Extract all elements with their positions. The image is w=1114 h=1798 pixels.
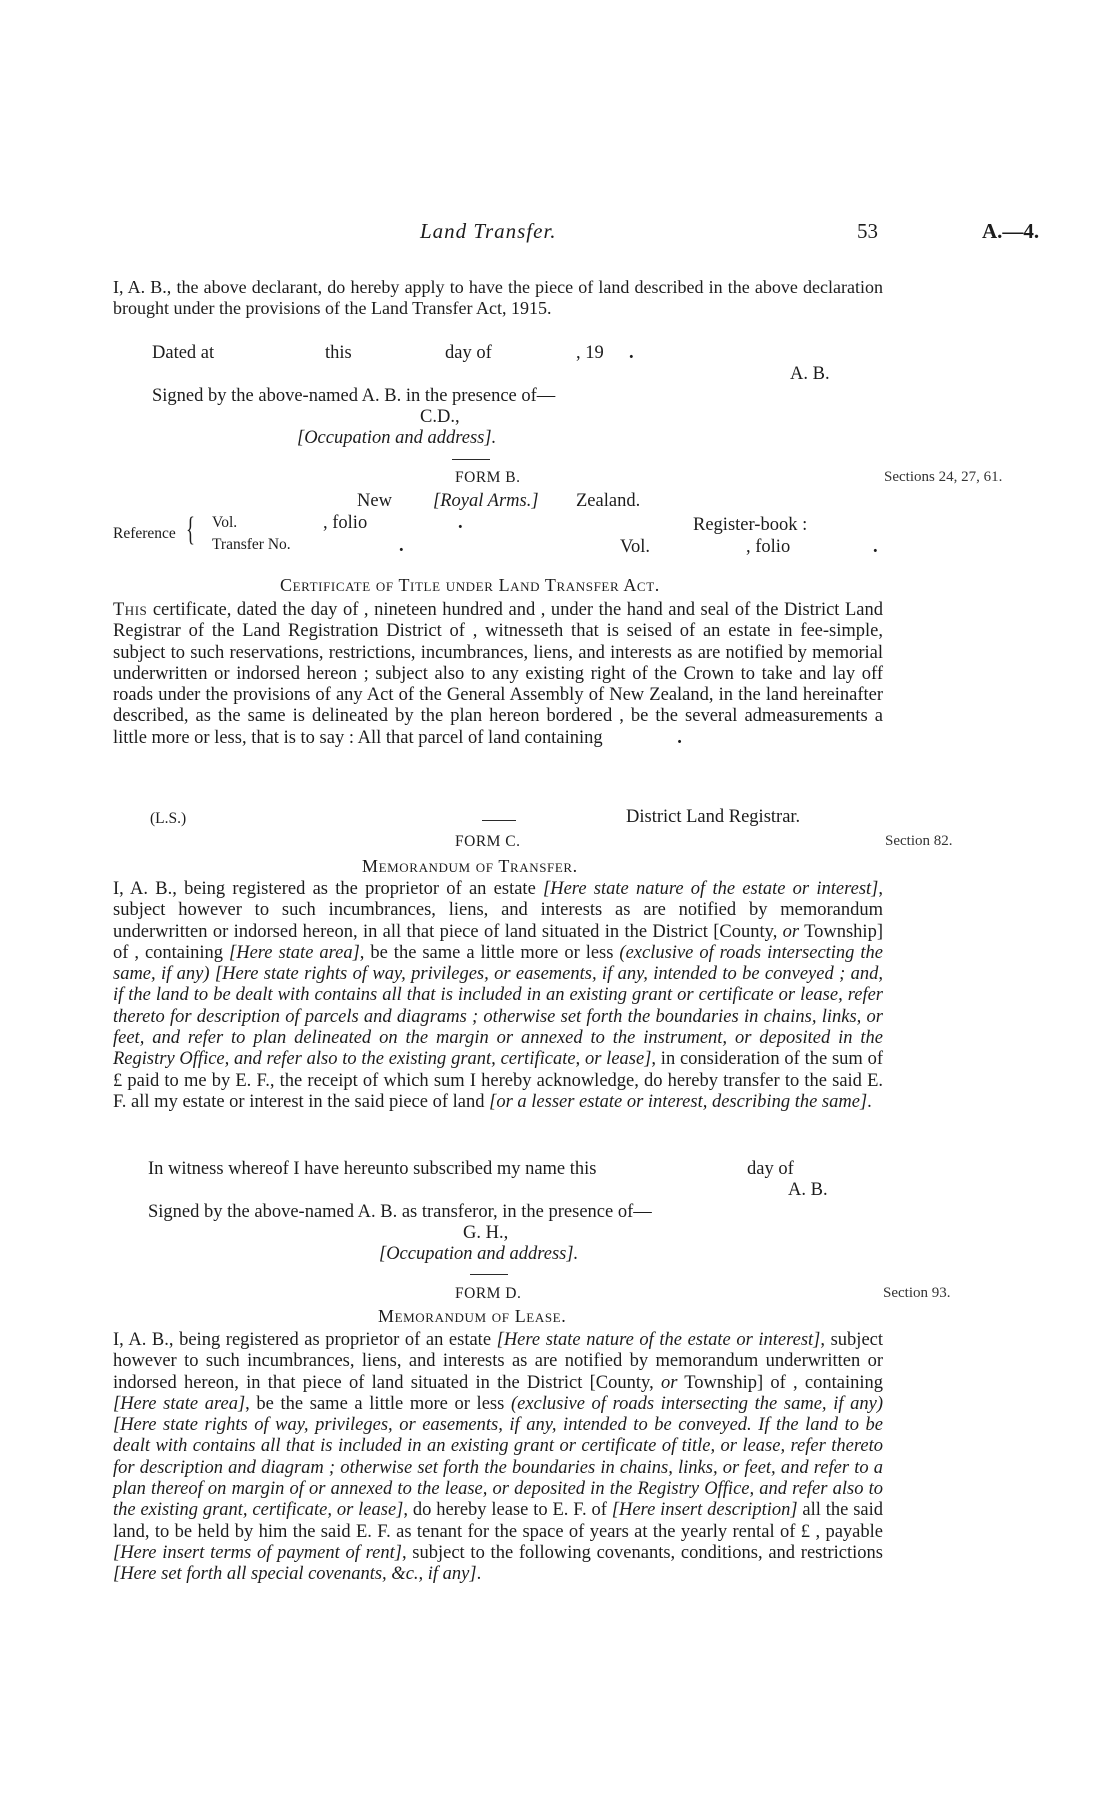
form-c-body-run: Township] of , containing xyxy=(113,921,883,963)
section-divider xyxy=(452,459,490,460)
form-c-body-run: [Here state area] xyxy=(229,942,360,963)
application-paragraph: I, A. B., the above declarant, do hereby apply to have the piece of land described in the above declaration brought under the provisions of the Land Transfer Act, 1915. xyxy=(113,277,883,319)
form-c-body-run: , in consideration of the sum of £ paid to me by E. F., the receipt of which sum I hereby acknowledge, do hereby transfer to the said E. F. all my estate or interest in the said piece of land xyxy=(113,1049,883,1112)
arms-zealand: Zealand. xyxy=(576,491,641,511)
form-c-witness-day-of: day of xyxy=(747,1159,794,1179)
transfer-number-dot: . xyxy=(399,536,404,556)
form-b-margin-note: Sections 24, 27, 61. xyxy=(884,469,1003,485)
applicant-signature: A. B. xyxy=(790,364,830,384)
reference-brace: { xyxy=(186,511,195,548)
form-d-body-run: (exclusive of roads intersecting the same, if any) xyxy=(510,1393,884,1414)
page-number: 53 xyxy=(857,219,878,243)
form-b-body-text: certificate, dated the day of , nineteen hundred and , under the hand and seal of the District Land Registrar of the Land Registration District of , witnesseth that is seised of an estate in fee-simple, subject to such reservations, restrictions, incumbrances, liens, and interests as are notified by memorial underwritten or indorsed hereon ; subject also to any existing right of the Crown to take and lay off roads under the provisions of any Act of the General Assembly of New Zealand, in the land hereinafter described, as the same is delineated by the plan hereon bordered , be the several admeasurements a little more or less, that is to say : All that parcel of land containing xyxy=(113,600,884,748)
witness-name: C.D., xyxy=(420,407,460,427)
royal-arms: [Royal Arms.] xyxy=(433,491,539,511)
dated-at-label: Dated at xyxy=(152,343,215,363)
form-c-signature: A. B. xyxy=(788,1180,828,1200)
form-c-margin-note: Section 82. xyxy=(885,833,953,849)
form-c-body-run: or xyxy=(782,921,800,942)
form-d-body xyxy=(113,1330,883,1586)
form-c-signed-by: Signed by the above-named A. B. as transferor, in the presence of— xyxy=(148,1202,652,1222)
arms-new: New xyxy=(357,491,392,511)
form-c-body-run: [Here state rights of way, privileges, or easements, if any, intended to be conveyed ; and, if the land to be dealt with contains all that is included in an existing grant or certificate or lease, refer thereto for description of parcels and diagrams ; otherwise set forth the boundaries in chains, links, or feet, and refer to plan delineated on the margin or annexed to the instrument, or deposited in the Registry Office, and refer also to the existing grant, certificate, or lease] xyxy=(113,964,883,1070)
form-c-body-run: , subject however to such incumbrances, liens, and interests as are notified by memorandum underwritten or indorsed hereon, in all that piece of land situated in the District [County, xyxy=(113,879,884,942)
form-d-label: FORM D. xyxy=(455,1285,522,1302)
form-b-body xyxy=(113,600,883,749)
paper-reference: A.—4. xyxy=(982,219,1040,243)
form-d-body-run: I, A. B., being registered as proprietor of an estate xyxy=(113,1330,497,1350)
form-d-title: Memorandum of Lease. xyxy=(378,1306,567,1326)
register-book-label: Register-book : xyxy=(693,515,808,535)
registrar-dash xyxy=(482,820,516,821)
form-d-body-run: Township] of , containing xyxy=(677,1372,883,1393)
form-d-body-run: [Here state nature of the estate or interest] xyxy=(496,1330,821,1350)
reference-vol: Vol. xyxy=(212,514,238,531)
form-c-body-run: (exclusive of roads intersecting the same, if any) xyxy=(113,942,883,985)
full-stop-mark xyxy=(629,343,634,364)
registrar-signature: District Land Registrar. xyxy=(626,807,801,827)
form-c-witness-line: In witness whereof I have hereunto subscribed my name this xyxy=(148,1159,597,1179)
reference-label: Reference xyxy=(113,525,176,542)
reference-folio-dot: . xyxy=(458,513,463,533)
form-c-label: FORM C. xyxy=(455,833,521,850)
seal-mark: (L.S.) xyxy=(150,810,187,827)
form-d-body-run: [Here set forth all special covenants, &c., if any] xyxy=(113,1564,477,1585)
form-c-body-run: [or a lesser estate or interest, describing the same] xyxy=(489,1091,868,1112)
this-label: this xyxy=(325,343,352,363)
section-divider-2 xyxy=(470,1274,508,1275)
form-c-body-run: , be the same a little more or less xyxy=(359,942,620,963)
running-header-title: Land Transfer. xyxy=(420,219,557,243)
year-label: , 19 xyxy=(576,343,604,363)
form-d-body-run: , do hereby lease to E. F. of xyxy=(403,1500,612,1521)
form-d-body-run: [Here insert terms of payment of rent] xyxy=(113,1542,402,1563)
form-b-label: FORM B. xyxy=(455,469,521,486)
form-d-body-run: , be the same a little more or less xyxy=(245,1393,511,1414)
signed-by-line: Signed by the above-named A. B. in the presence of— xyxy=(152,386,556,406)
form-c-body-run: . xyxy=(867,1091,872,1112)
form-c-body-run: [Here state nature of the estate or interest] xyxy=(543,879,879,899)
form-d-body-run: or xyxy=(660,1372,678,1393)
form-c-body xyxy=(113,879,883,1113)
form-c-title: Memorandum of Transfer. xyxy=(362,856,578,876)
form-b-body-dot: . xyxy=(677,727,682,748)
register-folio: , folio xyxy=(746,537,791,557)
form-d-body-run: , subject however to such incumbrances, liens, and interests as are notified by memorandum underwritten or indorsed hereon, in that piece of land situated in the District [County, xyxy=(113,1330,884,1393)
register-folio-dot: . xyxy=(873,537,878,557)
form-d-body-run: [Here state rights of way, privileges, or easements, if any, intended to be conveyed. If the land to be dealt with contains all that is included in an existing grant or certificate of title, or lease, refer thereto for description and diagram ; otherwise set forth the boundaries in chains, links, or feet, and refer to a plan thereof on margin of or annexed to the lease, or deposited in the Registry Office, and refer also to the existing grant, certificate, or lease] xyxy=(113,1415,883,1521)
form-d-body-run: [Here state area] xyxy=(113,1393,246,1414)
reference-folio: , folio xyxy=(323,513,368,533)
transfer-number: Transfer No. xyxy=(212,536,291,553)
form-c-witness-name: G. H., xyxy=(463,1223,509,1243)
form-d-body-run: . xyxy=(476,1564,482,1585)
form-d-body-run: [Here insert description] xyxy=(611,1500,798,1521)
form-b-title: Certificate of Title under Land Transfer Act. xyxy=(280,575,660,595)
form-c-occupation: [Occupation and address]. xyxy=(379,1244,579,1264)
form-d-body-run: all the said land, to be held by him the said E. F. as tenant for the space of years at the yearly rental of £ , payable xyxy=(113,1500,884,1542)
form-d-margin-note: Section 93. xyxy=(883,1285,951,1301)
form-d-body-run: , subject to the following covenants, conditions, and restrictions xyxy=(401,1542,883,1563)
occupation-address: [Occupation and address]. xyxy=(297,428,497,448)
form-c-body-run: I, A. B., being registered as the proprietor of an estate xyxy=(113,879,544,899)
day-of-label: day of xyxy=(445,343,492,363)
form-b-body-lead: This xyxy=(113,600,148,620)
register-vol: Vol. xyxy=(620,537,650,557)
